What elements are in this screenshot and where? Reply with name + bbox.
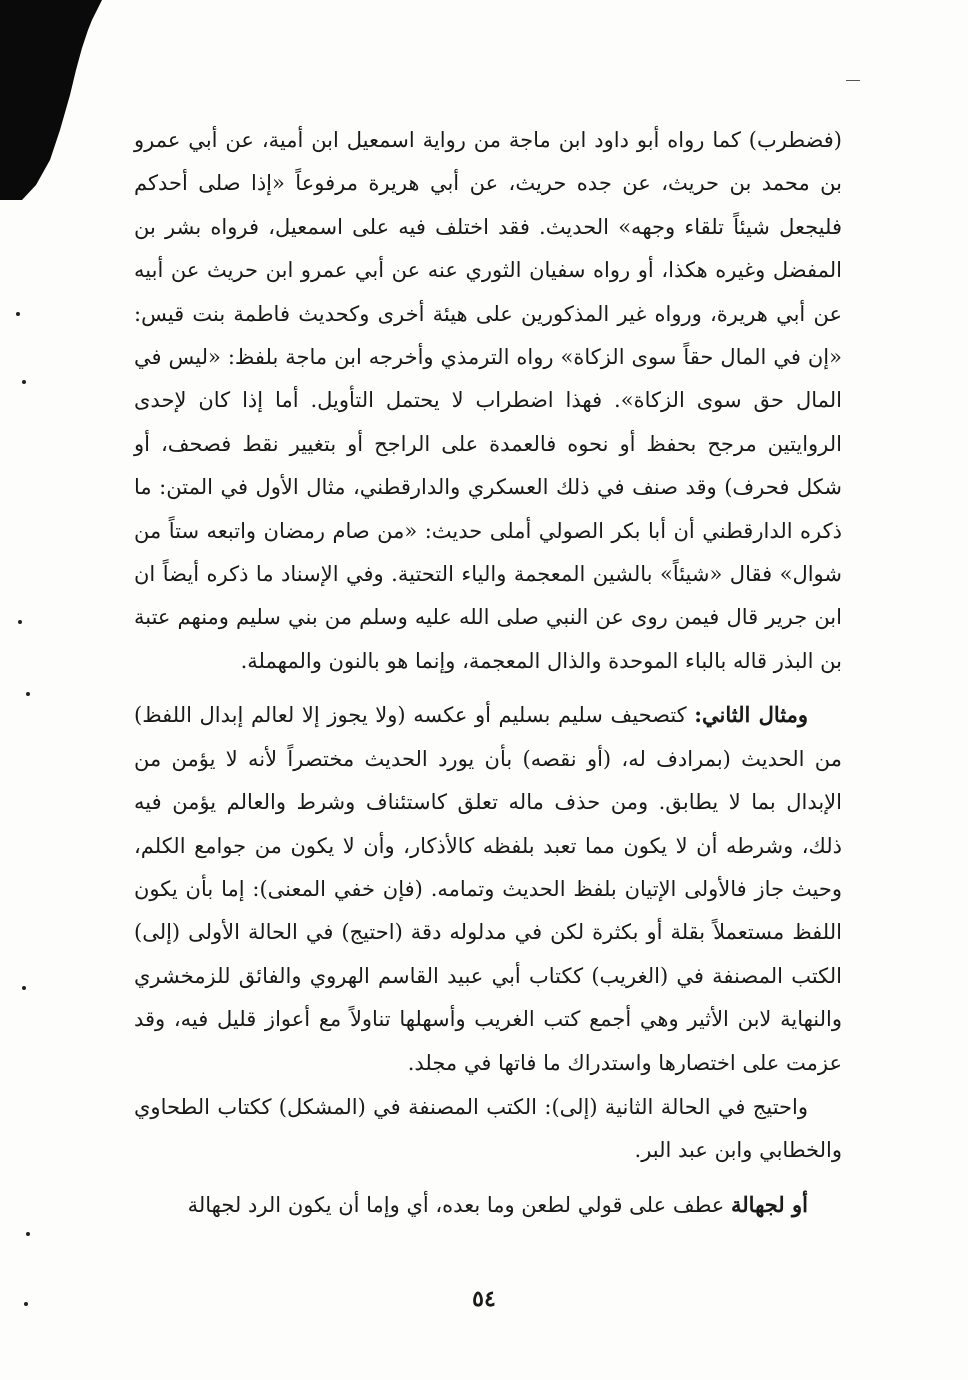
- scan-speck: [18, 620, 22, 624]
- paragraph-3-text: واحتيج في الحالة الثانية (إلى): الكتب المصنفة في (المشكل) ككتاب الطحاوي والخطابي وابن عبد البر.: [134, 1094, 842, 1163]
- scan-edge-mark: [846, 80, 860, 81]
- paragraph-4-lead: أو لجهالة: [731, 1191, 808, 1217]
- paragraph-1-text: (فضطرب) كما رواه أبو داود ابن ماجة من رواية اسمعيل ابن أمية، عن أبي عمرو بن محمد بن حريث، عن جده حريث، عن أبي هريرة مرفوعاً «إذا صلى أحدكم فليجعل شيئاً تلقاء وجهه» الحديث. فقد اختلف فيه على اسمعيل، فرواه بشر بن المفضل وغيره هكذا، أو رواه سفيان الثوري عنه عن أبي عمرو ابن حريث عن أبيه عن أبي هريرة، ورواه غير المذكورين على هيئة أخرى وكحديث فاطمة بنت قيس: «إن في المال حقاً سوى الزكاة» رواه الترمذي وأخرجه ابن ماجة بلفظ: «ليس في المال حق سوى الزكاة». فهذا اضطراب لا يحتمل التأويل. أما إذا كان لإحدى الروايتين مرجح بحفظ أو نحوه فالعمدة على الراجح أو بتغيير نقط فصحف، أو شكل فحرف) وقد صنف في ذلك العسكري والدارقطني، مثال الأول في المتن: ما ذكره الدارقطني أن أبا بكر الصولي أملى حديث: «من صام رمضان واتبعه ستاً من شوال» فقال «شيئاً» بالشين المعجمة والياء التحتية. وفي الإسناد ما ذكره أيضاً ان ابن جرير قال فيمن روى عن النبي صلى الله عليه وسلم من بني سليم ومنهم عتبة بن البذر قاله بالباء الموحدة والذال المعجمة، وإنما هو بالنون والمهملة.: [134, 128, 842, 673]
- page-number: ٥٤: [472, 1286, 496, 1312]
- scan-speck: [24, 1302, 28, 1306]
- scan-speck: [26, 692, 30, 696]
- scan-speck: [22, 986, 26, 990]
- paragraph-3: [134, 1085, 842, 1173]
- body-text: [134, 118, 842, 1227]
- scan-speck: [16, 312, 20, 316]
- paragraph-2-text: كتصحيف سليم بسليم أو عكسه (ولا يجوز إلا لعالم إبدال اللفظ) من الحديث (بمرادف له، (أو نقصه) بأن يورد الحديث مختصراً لأنه لا يؤمن من الإبدال بما لا يطابق. ومن حذف ماله تعلق كاستئناف وشرط والعالم يؤمن فيه ذلك، وشرطه أن لا يكون مما تعبد بلفظه كالأذكار، وأن لا يكون من جوامع الكلم، وحيث جاز فالأولى الإتيان بلفظ الحديث وتمامه. (فإن خفي المعنى): إما بأن يكون اللفظ مستعملاً بقلة أو بكثرة لكن في مدلوله دقة (احتيج) في الحالة الأولى (إلى) الكتب المصنفة في (الغريب) ككتاب أبي عبيد القاسم الهروي والفائق للزمخشري والنهاية لابن الأثير وهي أجمع كتب الغريب وأسهلها تناولاً مع أعواز قليل فيه، وقد عزمت على اختصارها واستدراك ما فاتها في مجلد.: [134, 703, 842, 1075]
- scan-speck: [26, 1232, 30, 1236]
- scan-speck: [22, 380, 26, 384]
- paragraph-4-text: عطف على قولي لطعن وما بعده، أي وإما أن يكون الرد لجهالة: [187, 1192, 732, 1217]
- scan-corner-shadow: [0, 0, 110, 200]
- paragraph-4: [134, 1183, 842, 1227]
- paragraph-2-lead: ومثال الثاني:: [694, 702, 808, 728]
- paragraph-2: [134, 693, 842, 1085]
- paragraph-1: [134, 118, 842, 683]
